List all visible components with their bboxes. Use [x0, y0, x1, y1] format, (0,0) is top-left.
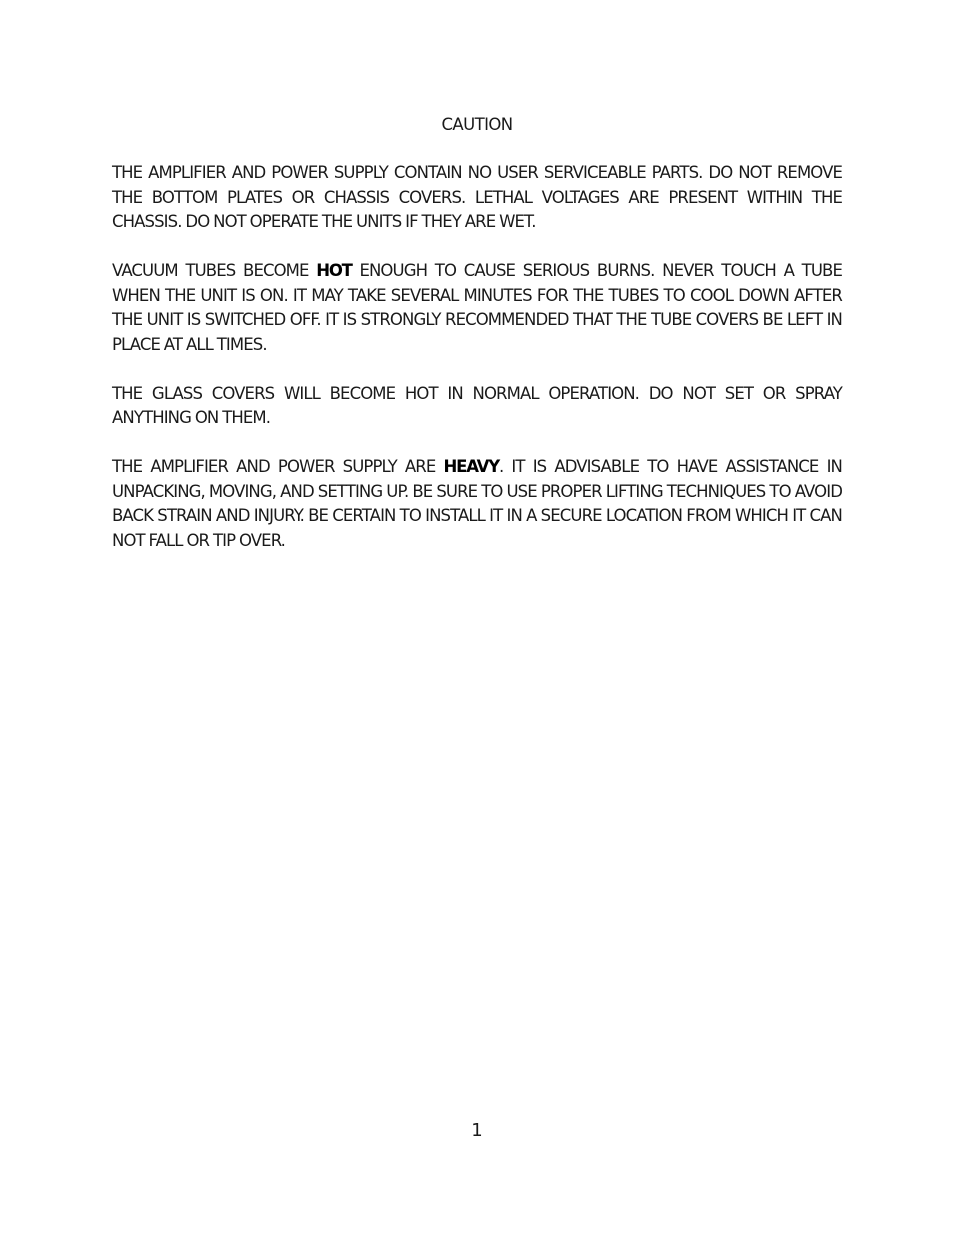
caution-body: [112, 161, 842, 578]
caution-heading: CAUTION: [441, 115, 513, 134]
paragraph-service-warning: [112, 161, 842, 235]
paragraph-text: . IT IS ADVISABLE TO HAVE ASSISTANCE IN UNPACKING, MOVING, AND SETTING UP. BE SURE TO USE PROPER LIFTING TECHNIQUES TO AVOID BACK STRAIN AND INJURY. BE CERTAIN TO INSTALL IT IN A SECURE LOCATION FROM WHICH IT CAN NOT FALL OR TIP OVER.: [112, 457, 842, 550]
paragraph-text: VACUUM TUBES BECOME: [112, 261, 317, 280]
paragraph-text: THE AMPLIFIER AND POWER SUPPLY ARE: [112, 457, 444, 476]
page-number: 1: [471, 1120, 483, 1141]
paragraph-text: THE AMPLIFIER AND POWER SUPPLY CONTAIN NO USER SERVICEABLE PARTS. DO NOT REMOVE THE BOTTOM PLATES OR CHASSIS COVERS. LETHAL VOLTAGES ARE PRESENT WITHIN THE CHASSIS. DO NOT OPERATE THE UNITS IF THEY ARE WET.: [112, 163, 842, 231]
emphasis-heavy: HEAVY: [443, 457, 499, 476]
paragraph-hot-tubes-warning: [112, 259, 842, 357]
paragraph-text: ENOUGH TO CAUSE SERIOUS BURNS. NEVER TOUCH A TUBE WHEN THE UNIT IS ON. IT MAY TAKE SEVERAL MINUTES FOR THE TUBES TO COOL DOWN AFTER THE UNIT IS SWITCHED OFF. IT IS STRONGLY RECOMMENDED THAT THE TUBE COVERS BE LEFT IN PLACE AT ALL TIMES.: [112, 261, 842, 354]
paragraph-text: THE GLASS COVERS WILL BECOME HOT IN NORMAL OPERATION. DO NOT SET OR SPRAY ANYTHING ON THEM.: [112, 383, 842, 427]
emphasis-hot: HOT: [316, 261, 352, 280]
paragraph-heavy-warning: [112, 455, 842, 553]
paragraph-glass-covers-warning: [112, 382, 842, 431]
